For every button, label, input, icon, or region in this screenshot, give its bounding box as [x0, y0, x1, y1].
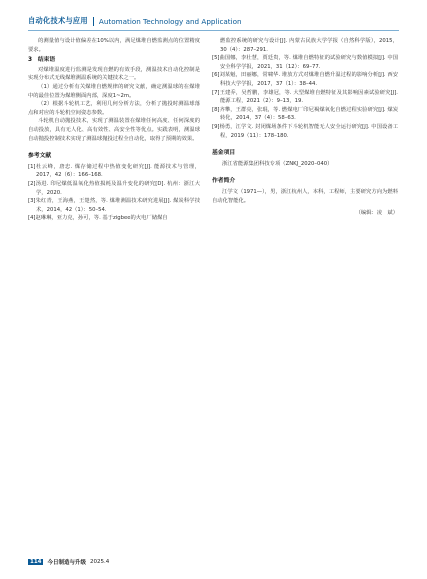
issue-number: 2025.4 [90, 559, 110, 565]
author-bio: 江学文（1971—），男，浙江杭州人，本科，工程师，主要研究方向为燃料自动化智能化。 [212, 188, 398, 204]
author-heading: 作者简介 [212, 178, 236, 185]
fund-text: 浙江省能源集团科技专项（ZNKJ_2020–040） [222, 160, 333, 167]
reference-item: [9]杨勇，江学文. 封闭煤场条件下斗轮机智能无人安全运行研究[J]. 中国设备工程，2019（11）：178–180. [212, 123, 398, 139]
section-title-cn: 自动化技术与应用 [28, 16, 88, 25]
reference-item: [4]赵琳琳，亚力克，孙可，等. 基于zigbee的火电厂储煤自 [28, 215, 168, 222]
references-heading: 参考文献 [28, 153, 52, 160]
reference-item: [5]曲国娜，李壮慧，贾廷贵，等. 煤堆自燃特征的试验研究与数值模拟[J]. 中国安全科学学报，2021，31（12）：69–77. [212, 55, 398, 70]
fund-heading: 基金项目 [212, 150, 236, 157]
editor-credit: （编辑：凌 斌） [355, 210, 398, 217]
conclusion-heading: 3 结束语 [28, 57, 56, 64]
reference-item: [2]汤进. 印尼煤低温氧化热值损耗及温升变化的研究[D]. 杭州：浙江大学，2020. [28, 180, 200, 196]
page-number: 114 [30, 559, 42, 565]
header-separator [93, 17, 94, 26]
conclusion-paragraph-4: 斗轮机自动抛投技术，实现了测温装置在煤堆任何高度、任何深度的自动投放，具有无人化、高有效性、高安全性等优点。实践表明，测温球自动抛投控制技术实现了测温球抛投过程全自动化，取得了预期的效果。 [28, 118, 200, 142]
reference-item: [6]刘某魁，田丽娜，常啸华. 堆放方式对煤堆自燃升温过程的影响分析[J]. 西安科技大学学报，2017，37（1）：38–44. [212, 72, 398, 87]
header-bar [28, 14, 242, 28]
reference-item: [7]王建乔，吴哲鹏，李雄冠，等. 大型煤堆自燃特征及其影响因素试验研究[J]. 能源工程，2021（2）：9–13，19. [212, 89, 398, 105]
reference-item: [1]杜云峰，唐忠. 煤存储过程中热值变化研究[J]. 能源技术与管理，2017，42（6）：166–168. [28, 163, 200, 179]
reference-item: [8]齐攀，王群亮，张琨，等. 燃煤电厂印尼褐煤氧化自燃过程实验研究[J]. 煤炭转化，2014，37（4）：58–63. [212, 106, 398, 122]
reference-item: [3]朱红青，王海燕，王楚然，等. 煤堆测温技术研究进展[J]. 煤炭科学技术，2014，42（1）：50–54. [28, 198, 200, 213]
magazine-name: 今日制造与升级 [47, 560, 86, 566]
intro-paragraph: 的测量值与设计值偏差在10%以内，满足煤堆自燃监测点的位置精度要求。 [28, 38, 200, 53]
page-footer [28, 558, 109, 566]
header-rule [28, 30, 399, 31]
conclusion-paragraph-1: 对煤堆温度进行监测是发现自燃的有效手段，测温技术自动化控制是实现分布式无线煤堆测温系统的关键技术之一。 [28, 66, 200, 82]
conclusion-paragraph-2: （1）通过分析有关煤堆自燃规律的研究文献，确定测温球的在煤堆中的最佳位置为煤堆侧面内部，深度1~2m。 [28, 83, 200, 99]
running-header [0, 0, 427, 26]
section-title-en: Automation Technology and Application [98, 16, 242, 26]
reference-item-continued: 燃监控系统的研究与设计[J]. 内蒙古民族大学学报（自然科学版），2015，30（4）：287–291. [220, 38, 398, 53]
right-column [212, 37, 398, 218]
conclusion-paragraph-3: （2）根据斗轮机工艺，利用几何分析方法，分析了抛投时测温球落点和对应的斗轮机空间姿态参数。 [28, 101, 200, 116]
left-column [28, 37, 200, 223]
